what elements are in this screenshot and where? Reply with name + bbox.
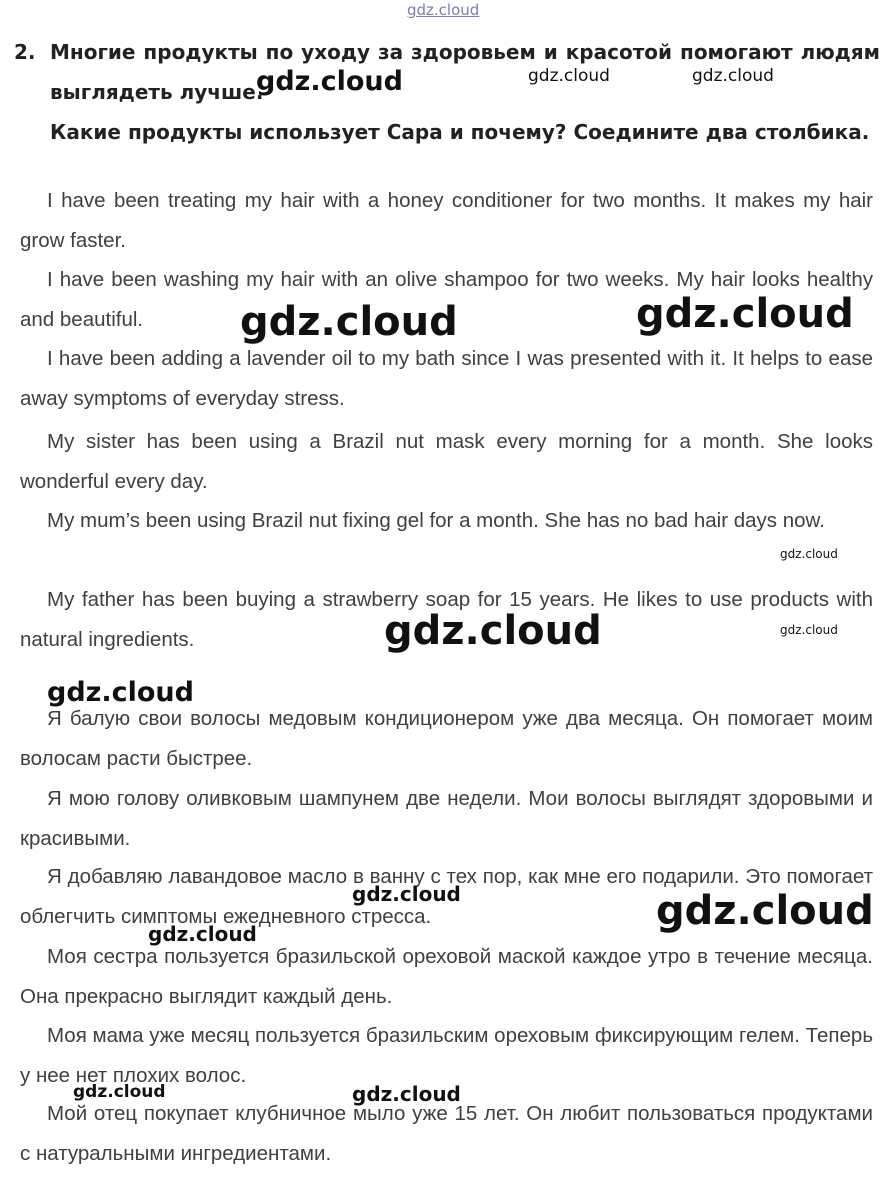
task-instruction-line2: выглядеть лучше. [50, 80, 264, 104]
watermark: gdz.cloud [692, 66, 774, 86]
watermark: gdz.cloud [73, 1082, 166, 1102]
task-instruction-line3: Какие продукты использует Сара и почему? Соедините два столбика. [50, 120, 870, 144]
watermark: gdz.cloud [780, 547, 838, 561]
watermark: gdz.cloud [352, 882, 461, 906]
task-number: 2. [14, 40, 36, 64]
watermark: gdz.cloud [47, 677, 194, 708]
russian-paragraph: Я мою голову оливковым шампунем две недели. Мои волосы выглядят здоровыми и красивыми. [20, 787, 873, 850]
watermark: gdz.cloud [656, 888, 874, 934]
watermark: gdz.cloud [256, 66, 403, 97]
russian-paragraph: Мой отец покупает клубничное мыло уже 15 лет. Он любит пользоваться продуктами с натуральными ингредиентами. [20, 1102, 873, 1165]
english-paragraph: My father has been buying a strawberry soap for 15 years. He likes to use products with natural ingredients. [20, 588, 873, 651]
watermark: gdz.cloud [384, 608, 602, 654]
english-paragraph: I have been adding a lavender oil to my bath since I was presented with it. It helps to ease away symptoms of everyday stress. [20, 347, 873, 410]
task-instruction [50, 32, 880, 152]
russian-paragraph: Я балую свои волосы медовым кондиционером уже два месяца. Он помогает моим волосам расти быстрее. [20, 707, 873, 770]
english-paragraph: My sister has been using a Brazil nut mask every morning for a month. She looks wonderful every day. [20, 430, 873, 493]
russian-paragraph: Моя сестра пользуется бразильской ореховой маской каждое утро в течение месяца. Она прекрасно выглядит каждый день. [20, 945, 873, 1008]
russian-paragraph: Моя мама уже месяц пользуется бразильским ореховым фиксирующим гелем. Теперь у нее нет плохих волос. [20, 1024, 873, 1087]
english-paragraph: I have been washing my hair with an olive shampoo for two weeks. My hair looks healthy and beautiful. [20, 268, 873, 331]
watermark: gdz.cloud [407, 1, 480, 19]
watermark: gdz.cloud [148, 922, 257, 946]
english-paragraph: My mum’s been using Brazil nut fixing gel for a month. She has no bad hair days now. [47, 509, 825, 532]
watermark: gdz.cloud [352, 1082, 461, 1106]
watermark: gdz.cloud [528, 66, 610, 86]
task-heading [14, 32, 880, 152]
watermark: gdz.cloud [780, 623, 838, 637]
watermark: gdz.cloud [636, 291, 854, 337]
russian-paragraph: Я добавляю лавандовое масло в ванну с тех пор, как мне его подарили. Это помогает облегчить симптомы ежедневного стресса. [20, 865, 873, 928]
english-paragraph: I have been treating my hair with a honey conditioner for two months. It makes my hair grow faster. [20, 189, 873, 252]
watermark: gdz.cloud [240, 299, 458, 345]
task-instruction-line1: Многие продукты по уходу за здоровьем и красотой помогают людям [50, 40, 880, 64]
